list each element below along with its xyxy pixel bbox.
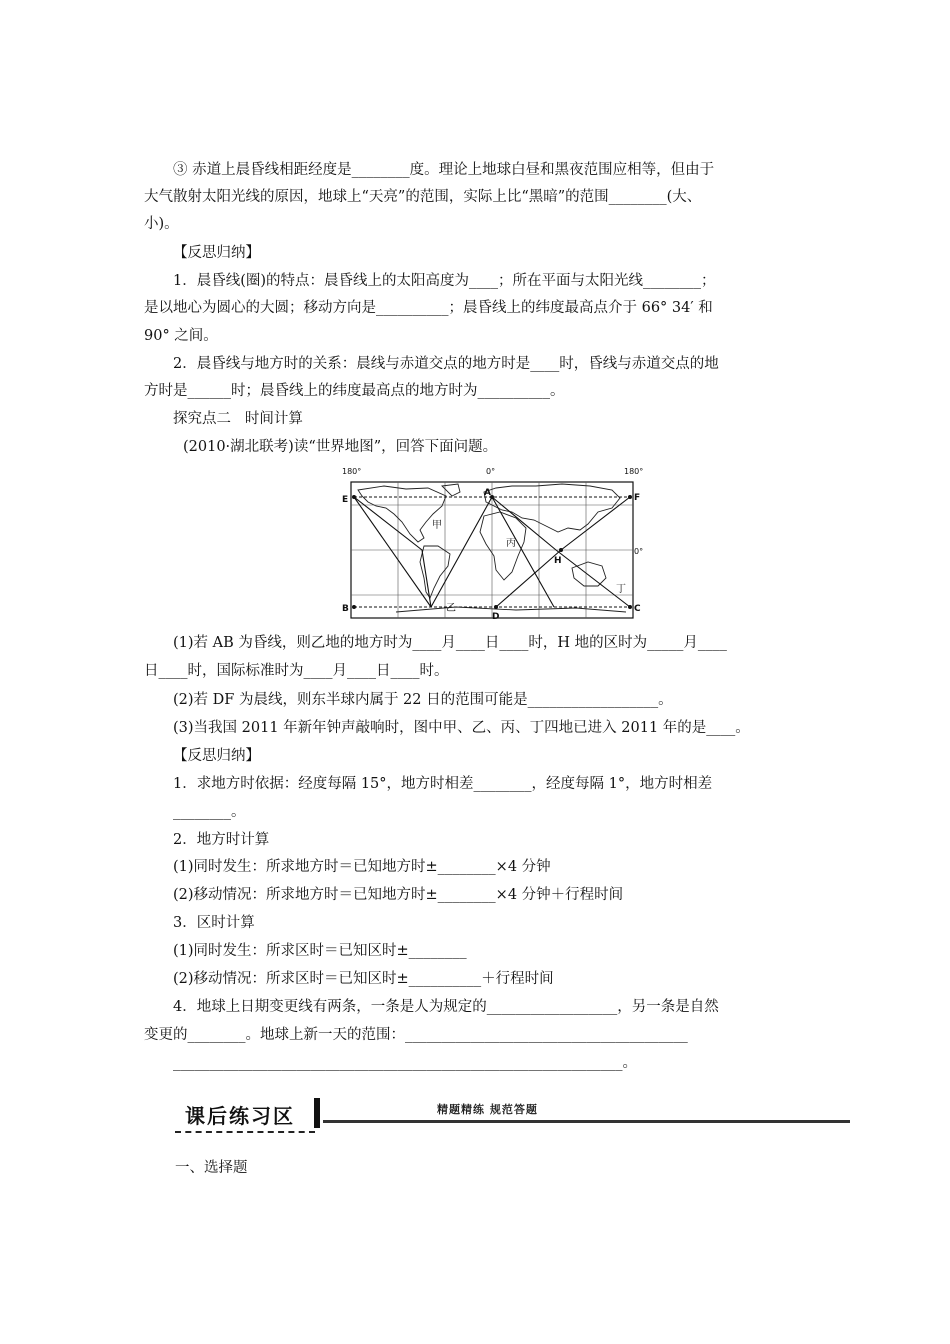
text-line: 2．地方时计算 <box>173 832 270 848</box>
text-line: 4．地球上日期变更线有两条，一条是人为规定的__________________，另一条是自然 <box>173 999 719 1015</box>
text-line: 3．区时计算 <box>173 915 255 931</box>
lon-label-180-west: 180° <box>342 467 362 476</box>
point-label-d: D <box>492 612 500 622</box>
text-line: 变更的________。地球上新一天的范围：_______________________________________ <box>144 1027 688 1043</box>
text-line: 是以地心为圆心的大圆；移动方向是__________；晨昏线上的纬度最高点介于 66° 34′ 和 <box>144 300 713 316</box>
text-line: 方时是______时；晨昏线上的纬度最高点的地方时为__________。 <box>144 383 565 399</box>
section-heading: 【反思归纳】 <box>173 245 260 261</box>
banner-bar <box>314 1098 320 1128</box>
text-line: (1)同时发生：所求区时＝已知区时±________ <box>173 943 467 959</box>
point-label-f: F <box>634 493 641 503</box>
text-line: (1)同时发生：所求地方时＝已知地方时±________×4 分钟 <box>173 859 551 875</box>
text-line: 90° 之间。 <box>144 328 218 344</box>
antarctica-coast <box>396 607 626 612</box>
point-label-h: H <box>554 556 562 566</box>
south-america <box>420 546 450 598</box>
line-df <box>496 497 630 607</box>
section-heading: 【反思归纳】 <box>173 748 260 764</box>
text-line: ______________________________________________________________。 <box>173 1055 637 1071</box>
section-banner <box>175 1098 850 1138</box>
question-line: (2)若 DF 为晨线，则东半球内属于 22 日的范围可能是__________________。 <box>173 692 673 708</box>
banner-dash <box>175 1131 315 1133</box>
banner-subtitle: 精题精练 规范答题 <box>437 1103 538 1116</box>
text-line: 小)。 <box>144 216 179 232</box>
text-line: 大气散射太阳光线的原因，地球上“天亮”的范围，实际上比“黑暗”的范围________(大、 <box>144 189 702 205</box>
place-label-bing: 丙 <box>506 538 516 549</box>
line-e-b-diag <box>354 497 431 607</box>
place-label-ding: 丁 <box>616 584 626 595</box>
question-line: (1)若 AB 为昏线，则乙地的地方时为____月____日____时，H 地的区时为_____月____ <box>173 635 727 651</box>
section-heading: 一、选择题 <box>175 1160 248 1176</box>
text-line: (2)移动情况：所求地方时＝已知地方时±________×4 分钟＋行程时间 <box>173 887 624 903</box>
north-america <box>358 486 446 542</box>
banner-rule <box>323 1120 850 1123</box>
place-label-jia: 甲 <box>432 520 442 531</box>
text-line: 2．晨昏线与地方时的关系：晨线与赤道交点的地方时是____时，昏线与赤道交点的地 <box>173 356 719 372</box>
lon-label-0: 0° <box>486 467 496 476</box>
text-line: ③ 赤道上晨昏线相距经度是________度。理论上地球白昼和黑夜范围应相等，但由于 <box>173 162 715 178</box>
text-line: 1．晨昏线(圈)的特点：晨昏线上的太阳高度为____；所在平面与太阳光线________； <box>173 273 716 289</box>
banner-title: 课后练习区 <box>185 1104 295 1128</box>
text-line: 1．求地方时依据：经度每隔 15°，地方时相差________，经度每隔 1°，地方时相差 <box>173 776 713 792</box>
section-heading: 探究点二 时间计算 <box>173 411 303 427</box>
eurasia <box>484 484 620 532</box>
place-label-yi: 乙 <box>446 603 456 614</box>
point-label-c: C <box>634 604 641 614</box>
equator-label: 0° <box>634 547 644 556</box>
point-label-e: E <box>342 495 349 505</box>
question-line: (3)当我国 2011 年新年钟声敲响时，图中甲、乙、丙、丁四地已进入 2011 年的是____。 <box>173 720 750 736</box>
question-intro: (2010·湖北联考)读“世界地图”，回答下面问题。 <box>183 439 498 455</box>
text-line: (2)移动情况：所求区时＝已知区时±__________＋行程时间 <box>173 971 554 987</box>
point-label-b: B <box>342 604 349 614</box>
world-map-figure <box>336 462 656 627</box>
lon-label-180-east: 180° <box>624 467 644 476</box>
map-grid <box>351 482 633 618</box>
text-line: ________。 <box>173 804 246 820</box>
point-label-a: A <box>484 488 491 498</box>
question-line: 日____时，国际标准时为____月____日____时。 <box>144 663 449 679</box>
